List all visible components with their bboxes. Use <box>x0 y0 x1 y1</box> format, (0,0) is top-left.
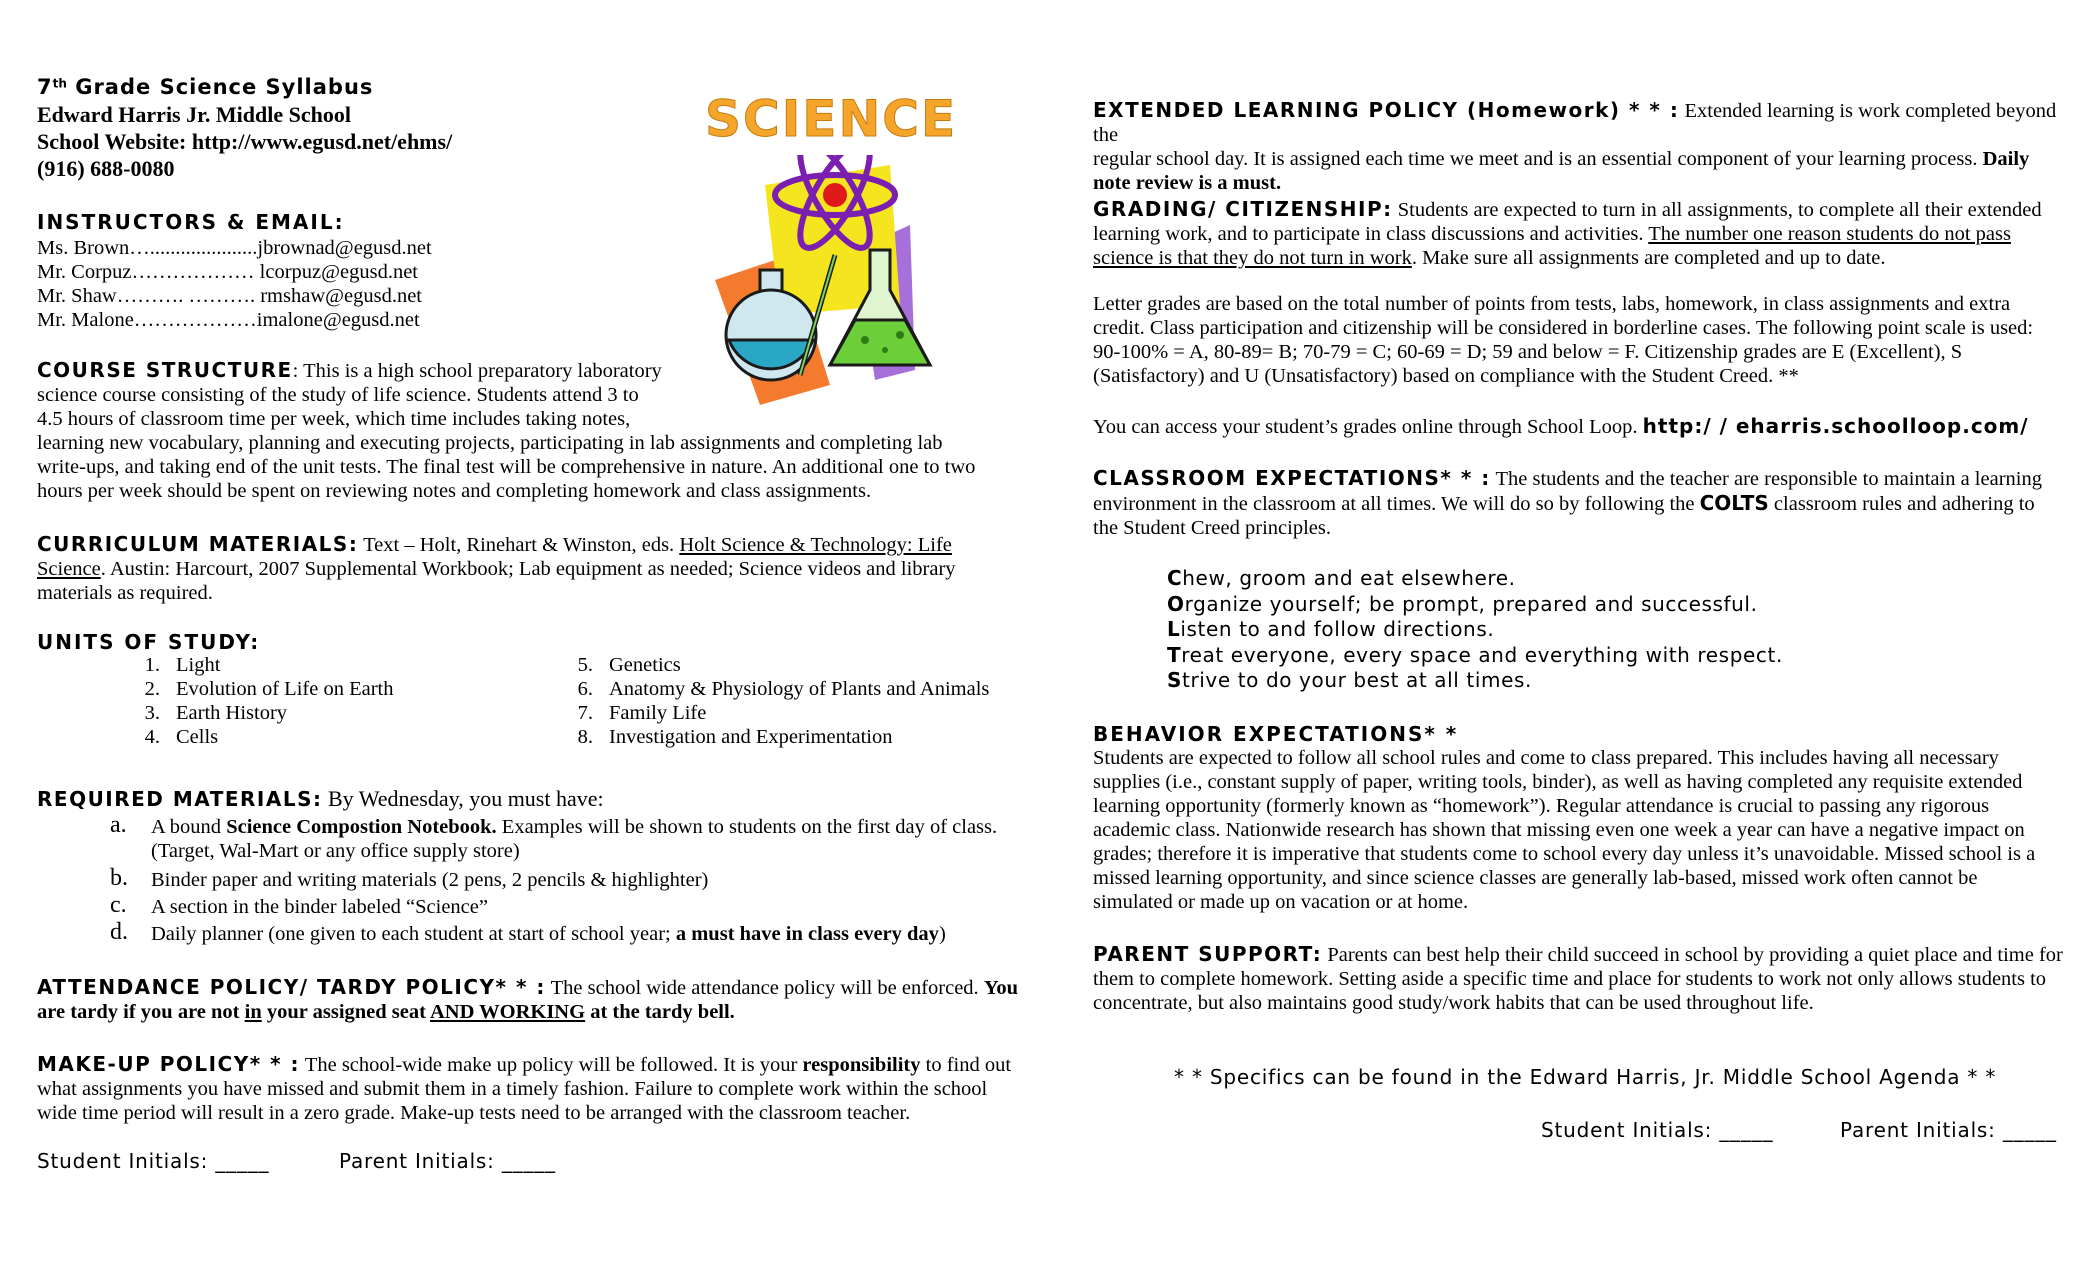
unit-item: 2. Evolution of Life on Earth <box>144 678 394 700</box>
required-heading: REQUIRED MATERIALS: <box>37 787 323 811</box>
creed-item: Organize yourself; be prompt, prepared and successful. <box>1167 591 1758 616</box>
curriculum-heading: CURRICULUM MATERIALS: <box>37 532 359 556</box>
extended-learning: EXTENDED LEARNING POLICY (Homework) * * : Extended learning is work completed beyond the regular school day. It is assigned each time we meet and is an essential component of your learning process. Daily note review is a must. <box>1093 98 2057 194</box>
creed-item: Listen to and follow directions. <box>1167 617 1495 641</box>
grade-suffix: th <box>52 76 67 91</box>
classroom-heading: CLASSROOM EXPECTATIONS* * : <box>1093 466 1491 490</box>
parent-initials: Parent Initials: _____ <box>339 1149 556 1173</box>
unit-item: 4. Cells <box>144 726 219 748</box>
school-website: School Website: http://www.egusd.net/ehms/ <box>37 129 453 154</box>
textbook-title: Holt Science & Technology: Life <box>679 534 952 556</box>
course-structure-text: 4.5 hours of classroom time per week, which time includes taking notes, <box>37 408 631 430</box>
science-clipart <box>705 90 975 405</box>
curriculum-materials <box>37 532 1047 605</box>
unit-item: 1. Light <box>144 654 221 676</box>
creed-item: Chew, groom and eat elsewhere. <box>1167 566 1516 590</box>
grading-citizenship: GRADING/ CITIZENSHIP: Students are expected to turn in all assignments, to complete all their extended learning work, and to participate in class discussions and activities. The number one reason students do not pass science is that they do not turn in work. Make sure all assignments are completed and up to date. <box>1093 197 2042 269</box>
unit-item: 3. Earth History <box>144 702 288 724</box>
grade-number: 7 <box>37 75 53 99</box>
course-structure-text: : This is a high school preparatory laboratory <box>292 360 662 382</box>
textbook-title: Science <box>37 558 101 580</box>
title-text: Grade Science Syllabus <box>66 75 374 99</box>
student-initials: Student Initials: _____ <box>37 1149 270 1173</box>
instructor-item: Mr. Shaw………. ………. rmshaw@egusd.net <box>37 285 423 307</box>
course-structure-text: hours per week should be spent on reviewing notes and completing homework and class assignments. <box>37 480 872 502</box>
classroom-expectations: CLASSROOM EXPECTATIONS* * : The students and the teacher are responsible to maintain a learning environment in the classroom at all times. We will do so by following the COLTS classroom rules and adhering to the Student Creed principles. <box>1093 466 2042 539</box>
grading-heading: GRADING/ CITIZENSHIP: <box>1093 197 1393 221</box>
attendance-policy: ATTENDANCE POLICY/ TARDY POLICY* * : The school wide attendance policy will be enforced. You are tardy if you are not in your assigned seat AND WORKING at the tardy bell. <box>37 975 1018 1023</box>
unit-item: 7. Family Life <box>577 702 707 724</box>
grading-scale: Letter grades are based on the total number of points from tests, labs, homework, in class assignments and extra credit. Class participation and citizenship will be considered in borderline cases. The following point scale is used: 90-100% = A, 80-89= B; 70-79 = C; 60-69 = D; 59 and below = F. Citizenship grades are E (Excellent), S (Satisfactory) and U (Unsatisfactory) based on compliance with the Student Creed. ** <box>1093 293 2034 387</box>
school-loop-access: You can access your student’s grades online through School Loop. http:/ / eharris.schoolloop.com/ <box>1093 414 2029 438</box>
student-creed <box>1167 566 1783 694</box>
parent-initials: Parent Initials: _____ <box>1840 1118 2057 1142</box>
instructor-item: Ms. Brown….....................jbrownad@egusd.net <box>37 237 432 259</box>
course-structure-text: write-ups, and taking end of the unit tests. The final test will be comprehensive in nature. An additional one to two <box>37 456 976 478</box>
curriculum-text: materials as required. <box>37 582 213 604</box>
required-intro: By Wednesday, you must have: <box>322 786 604 811</box>
school-name: Edward Harris Jr. Middle School <box>37 102 351 127</box>
curriculum-text: Text – Holt, Rinehart & Winston, eds. <box>358 534 680 556</box>
required-materials <box>37 786 604 812</box>
makeup-policy: MAKE-UP POLICY* * : The school-wide make up policy will be followed. It is your responsibility to find out what assignments you have missed and submit them in a timely fashion. Failure to complete work within the school wide time period will result in a zero grade. Make-up tests need to be arranged with the classroom teacher. <box>37 1052 1012 1124</box>
instructor-item: Mr. Malone………………imalone@egusd.net <box>37 309 420 331</box>
student-initials: Student Initials: _____ <box>1541 1118 1774 1142</box>
atom-beaker-icon <box>705 155 975 405</box>
instructor-item: Mr. Corpuz……………… lcorpuz@egusd.net <box>37 261 418 283</box>
extended-heading: EXTENDED LEARNING POLICY (Homework) * * : <box>1093 98 1680 122</box>
attendance-heading: ATTENDANCE POLICY/ TARDY POLICY* * : <box>37 975 546 999</box>
parent-heading: PARENT SUPPORT: <box>1093 942 1323 966</box>
units-heading: UNITS OF STUDY: <box>37 630 261 654</box>
school-phone: (916) 688-0080 <box>37 156 175 181</box>
agenda-note: * * Specifics can be found in the Edward Harris, Jr. Middle School Agenda * * <box>1174 1065 1997 1089</box>
course-structure-text: science course consisting of the study of life science. Students attend 3 to <box>37 384 639 406</box>
makeup-heading: MAKE-UP POLICY* * : <box>37 1052 301 1076</box>
instructor-list <box>37 236 432 332</box>
science-word: SCIENCE <box>705 90 958 148</box>
creed-item: Treat everyone, every space and everything with respect. <box>1167 642 1783 667</box>
page-title <box>37 75 373 99</box>
school-loop-link[interactable]: http:/ / eharris.schoolloop.com/ <box>1642 414 2029 438</box>
behavior-heading: BEHAVIOR EXPECTATIONS* * <box>1093 722 1459 746</box>
creed-item: Strive to do your best at all times. <box>1167 668 1532 692</box>
unit-item: 5. Genetics <box>577 654 681 676</box>
unit-item: 8. Investigation and Experimentation <box>577 726 893 748</box>
parent-support: PARENT SUPPORT: Parents can best help their child succeed in school by providing a quiet place and time for them to complete homework. Setting aside a specific time and place for students to work not only allows students to concentrate, but also maintains good study/work habits that can be used throughout life. <box>1093 942 2063 1014</box>
course-structure-heading: COURSE STRUCTURE <box>37 358 293 382</box>
behavior-text: Students are expected to follow all school rules and come to class prepared. This includes having all necessary supplies (i.e., constant supply of paper, writing tools, binder), as well as having completed any requisite extended learning opportunity (formerly known as “homework”). Regular attendance is crucial to passing any rigorous academic class. Nationwide research has shown that missing even one week a year can have a negative impact on grades; therefore it is imperative that students come to school every day unless it’s unavoidable. Missed school is a missed learning opportunity, and since science classes are generally lab-based, missed work often cannot be simulated or made up on vacation or at home. <box>1093 747 2036 913</box>
curriculum-text: . Austin: Harcourt, 2007 Supplemental Workbook; Lab equipment as needed; Science videos and library <box>100 558 956 580</box>
instructors-heading: INSTRUCTORS & EMAIL: <box>37 210 345 234</box>
unit-item: 6. Anatomy & Physiology of Plants and Animals <box>577 678 990 700</box>
course-structure-text: learning new vocabulary, planning and executing projects, participating in lab assignments and completing lab <box>37 432 943 454</box>
